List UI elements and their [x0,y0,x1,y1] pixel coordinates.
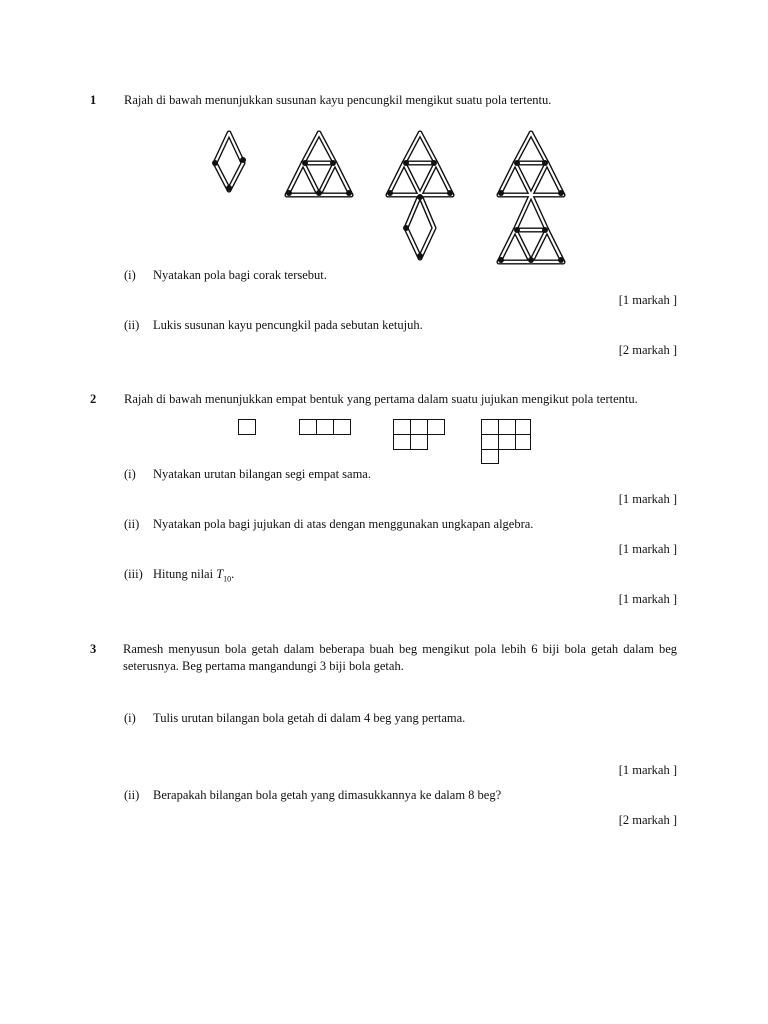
question-2-number: 2 [90,392,97,406]
q1-part-i-label: (i) [124,268,136,282]
q1-part-i-marks: [1 markah ] [618,293,677,307]
q3-part-i-label: (i) [124,711,136,725]
q2-part-iii-text: Hitung nilai [153,567,214,581]
matchstick-term-1 [212,133,246,191]
square-pattern-figure [230,412,540,468]
question-2-text: Rajah di bawah menunjukkan empat bentuk yang pertama dalam suatu jujukan mengikut pola tertentu. [124,392,638,406]
square-term-2 [300,420,351,435]
q3-part-ii-marks: [2 markah ] [618,813,677,827]
q1-part-i-text: Nyatakan pola bagi corak tersebut. [153,268,327,282]
question-3-number: 3 [90,642,97,656]
q2-part-ii-label: (ii) [124,517,140,531]
q2-part-iii-period: . [231,567,235,581]
q2-part-iii-variable: T [216,567,224,581]
q2-part-iii-text-line [153,567,234,584]
q3-part-i-marks: [1 markah ] [618,763,677,777]
q2-part-ii-marks: [1 markah ] [618,542,677,556]
q3-part-ii-text: Berapakah bilangan bola getah yang dimasukkannya ke dalam 8 beg? [153,788,502,802]
question-3-text-line-1: Ramesh menyusun bola getah dalam beberapa buah beg mengikut pola lebih 6 biji bola getah dalam beg [123,642,677,656]
q1-part-ii-label: (ii) [124,318,140,332]
q1-part-ii-marks: [2 markah ] [618,343,677,357]
q3-part-i-text: Tulis urutan bilangan bola getah di dalam 4 beg yang pertama. [153,711,466,725]
matchstick-term-3 [387,133,453,259]
q1-part-ii-text: Lukis susunan kayu pencungkil pada sebutan ketujuh. [153,318,423,332]
q2-part-ii-text: Nyatakan pola bagi jujukan di atas dengan menggunakan ungkapan algebra. [153,517,534,531]
matchstick-pattern-figure [200,122,580,270]
q2-part-iii-marks: [1 markah ] [618,592,677,606]
q2-part-i-label: (i) [124,467,136,481]
q2-part-iii-subscript: 10 [223,574,232,584]
square-term-3 [394,420,445,450]
q3-part-ii-label: (ii) [124,788,140,802]
q2-part-i-text: Nyatakan urutan bilangan segi empat sama. [153,467,371,481]
question-1-text: Rajah di bawah menunjukkan susunan kayu pencungkil mengikut suatu pola tertentu. [124,93,552,107]
matchstick-term-4 [498,133,564,263]
square-term-4 [482,420,531,464]
question-1-number: 1 [90,93,97,107]
question-3-text-line-2: seterusnya. Beg pertama mangandungi 3 biji bola getah. [123,659,404,673]
matchstick-term-2 [286,133,352,196]
square-term-1 [239,420,256,435]
q2-part-iii-label: (iii) [124,567,143,581]
q2-part-i-marks: [1 markah ] [618,492,677,506]
